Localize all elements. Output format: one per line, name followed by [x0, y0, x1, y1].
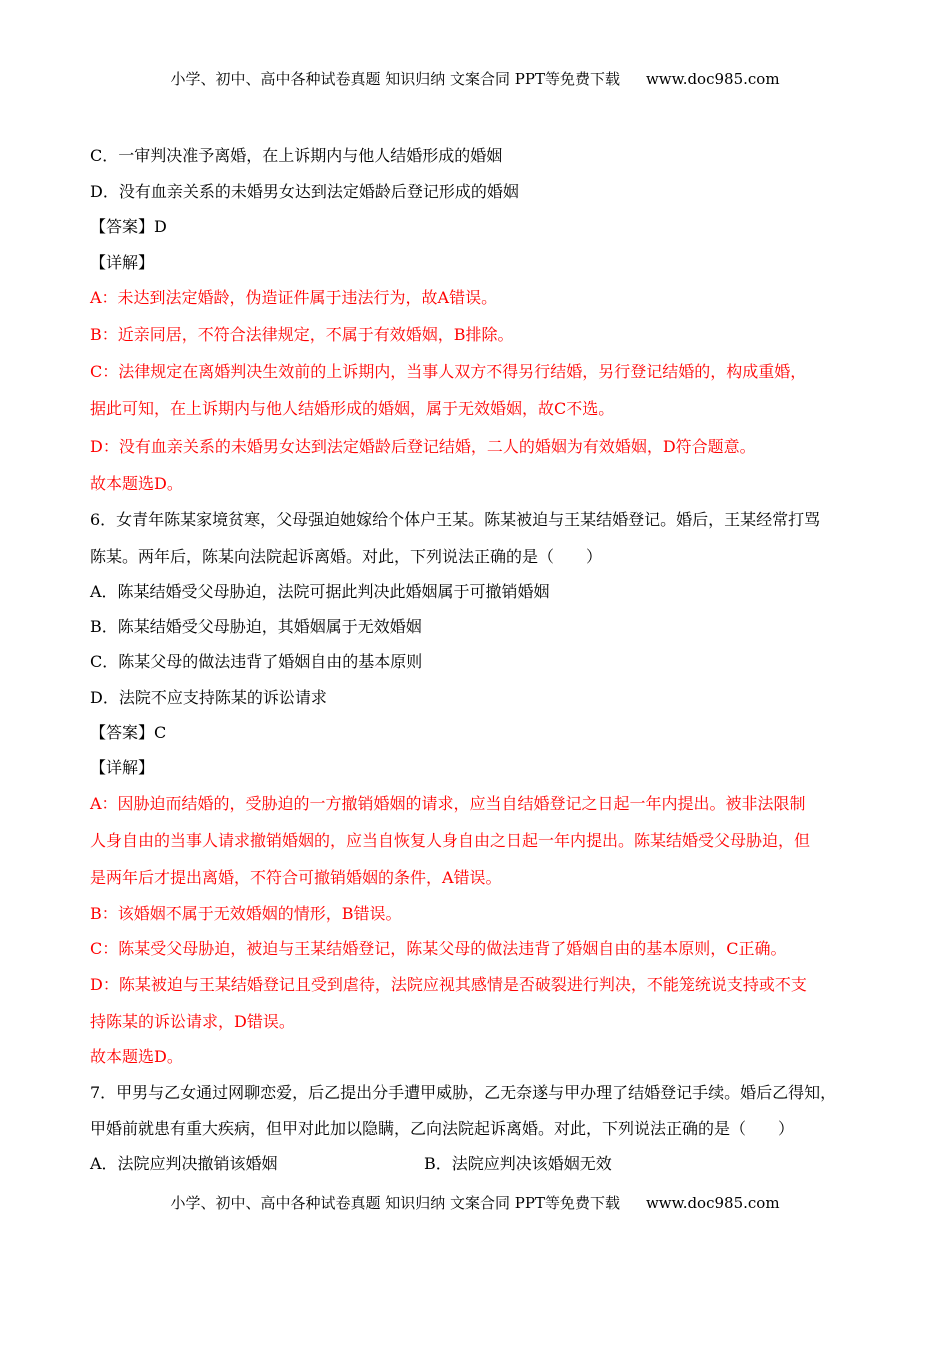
footer-url[interactable]: www.doc985.com [645, 1194, 780, 1212]
q5-explanation-c-line2: 据此可知，在上诉期内与他人结婚形成的婚姻，属于无效婚姻，故C不选。 [90, 399, 615, 418]
q5-explanation-a: A：未达到法定婚龄，伪造证件属于违法行为，故A错误。 [90, 288, 498, 307]
q6-stem-line2: 陈某。两年后，陈某向法院起诉离婚。对此，下列说法正确的是（ ） [90, 547, 603, 566]
q6-option-a: A．陈某结婚受父母胁迫，法院可据此判决此婚姻属于可撤销婚姻 [90, 582, 550, 601]
footer-text: 小学、初中、高中各种试卷真题 知识归纳 文案合同 PPT等免费下载 [170, 1194, 620, 1212]
q6-explanation-a-line1: A：因胁迫而结婚的，受胁迫的一方撤销婚姻的请求，应当自结婚登记之日起一年内提出。被非法限制 [90, 794, 806, 813]
header-text: 小学、初中、高中各种试卷真题 知识归纳 文案合同 PPT等免费下载 [170, 70, 620, 88]
q7-option-a: A．法院应判决撤销该婚姻 [90, 1154, 278, 1173]
q5-detail-label: 【详解】 [90, 253, 155, 272]
q6-explanation-d-line2: 持陈某的诉讼请求，D错误。 [90, 1012, 295, 1031]
q6-explanation-c: C：陈某受父母胁迫，被迫与王某结婚登记，陈某父母的做法违背了婚姻自由的基本原则，C正确。 [90, 939, 787, 958]
q6-explanation-b: B：该婚姻不属于无效婚姻的情形，B错误。 [90, 904, 402, 923]
q6-stem-line1: 6．女青年陈某家境贫寒，父母强迫她嫁给个体户王某。陈某被迫与王某结婚登记。婚后，王某经常打骂 [90, 510, 821, 529]
q7-stem-line2: 甲婚前就患有重大疾病，但甲对此加以隐瞒，乙向法院起诉离婚。对此，下列说法正确的是（ ） [90, 1119, 795, 1138]
q7-stem-line1: 7．甲男与乙女通过网聊恋爱，后乙提出分手遭甲威胁，乙无奈遂与甲办理了结婚登记手续。婚后乙得知， [90, 1083, 837, 1102]
page-footer [0, 1192, 950, 1213]
q6-option-c: C．陈某父母的做法违背了婚姻自由的基本原则 [90, 652, 423, 671]
q6-option-d: D．法院不应支持陈某的诉讼请求 [90, 688, 327, 707]
q5-explanation-b: B：近亲同居，不符合法律规定，不属于有效婚姻，B排除。 [90, 325, 514, 344]
q6-detail-label: 【详解】 [90, 758, 155, 777]
page-header [0, 68, 950, 89]
q5-option-c: C．一审判决准予离婚，在上诉期内与他人结婚形成的婚姻 [90, 146, 503, 165]
q5-explanation-c-line1: C：法律规定在离婚判决生效前的上诉期内，当事人双方不得另行结婚，另行登记结婚的，构成重婚， [90, 362, 807, 381]
q6-option-b: B．陈某结婚受父母胁迫，其婚姻属于无效婚姻 [90, 617, 422, 636]
q5-option-d: D．没有血亲关系的未婚男女达到法定婚龄后登记形成的婚姻 [90, 182, 519, 201]
q6-explanation-a-line3: 是两年后才提出离婚，不符合可撤销婚姻的条件，A错误。 [90, 868, 502, 887]
q6-answer: 【答案】C [90, 723, 167, 742]
q6-explanation-a-line2: 人身自由的当事人请求撤销婚姻的，应当自恢复人身自由之日起一年内提出。陈某结婚受父母胁迫，但 [90, 831, 811, 850]
q7-option-b: B．法院应判决该婚姻无效 [424, 1154, 612, 1173]
q5-answer: 【答案】D [90, 217, 167, 236]
header-url[interactable]: www.doc985.com [645, 70, 780, 88]
q5-conclusion: 故本题选D。 [90, 474, 183, 493]
q6-conclusion: 故本题选D。 [90, 1047, 183, 1066]
q5-explanation-d: D：没有血亲关系的未婚男女达到法定婚龄后登记结婚，二人的婚姻为有效婚姻，D符合题意。 [90, 437, 756, 456]
q6-explanation-d-line1: D：陈某被迫与王某结婚登记且受到虐待，法院应视其感情是否破裂进行判决，不能笼统说支持或不支 [90, 975, 807, 994]
